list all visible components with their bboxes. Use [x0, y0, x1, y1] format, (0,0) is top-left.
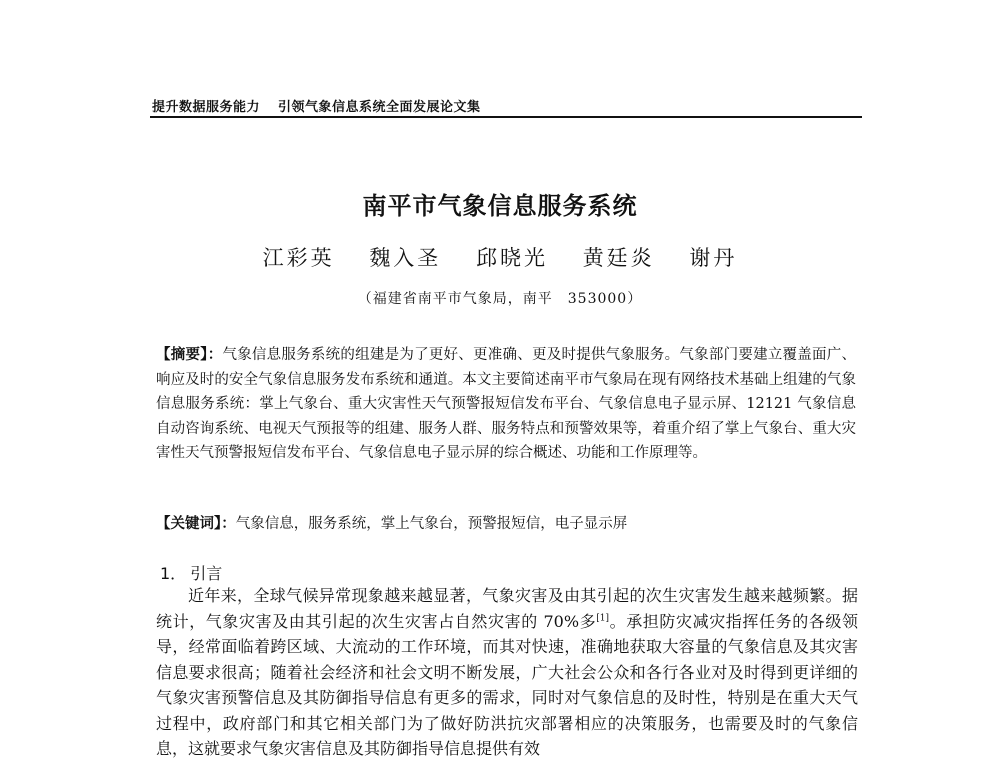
author-list	[0, 242, 1000, 272]
affiliation: （福建省南平市气象局，南平 353000）	[357, 291, 643, 307]
section-number: 1．	[160, 564, 187, 583]
abstract	[156, 343, 856, 466]
body-paragraph	[156, 583, 858, 762]
keywords-label: 【关键词】：	[156, 516, 236, 532]
section-title: 引言	[190, 564, 223, 583]
author-name: 黄廷炎	[582, 246, 655, 270]
body-text-part1: 近年来，全球气候异常现象越来越显著，气象灾害及由其引起的次生灾害发生越来越频繁。据统计，气象灾害及由其引起的次生灾害占自然灾害的 70%多	[156, 586, 858, 631]
running-header-left: 提升数据服务能力	[152, 100, 261, 115]
paper-title: 南平市气象信息服务系统	[362, 192, 638, 220]
author-name: 谢丹	[689, 246, 738, 270]
keywords	[156, 512, 856, 536]
author-name: 江彩英	[262, 246, 335, 270]
author-name: 魏入圣	[369, 246, 442, 270]
abstract-label: 【摘要】：	[156, 347, 223, 363]
author-name: 邱晓光	[476, 246, 548, 270]
section-heading	[160, 561, 222, 584]
citation-marker: [1]	[596, 613, 609, 624]
running-header	[152, 96, 860, 115]
body-text-part2: 。承担防灾减灾指挥任务的各级领导，经常面临着跨区域、大流动的工作环境，而其对快速，准确地获取大容量的气象信息及其灾害信息要求很高；随着社会经济和社会文明不断发展，广大社会公众和各行各业对及时得到更详细的气象灾害预警信息及其防御指导信息有更多的需求，同时对气象信息的及时性，特别是在重大天气过程中，政府部门和其它相关部门为了做好防洪抗灾部署相应的决策服务，也需要及时的气象信息，这就要求气象灾害信息及其防御指导信息提供有效	[156, 611, 858, 758]
running-header-right: 引领气象信息系统全面发展论文集	[278, 100, 481, 115]
header-divider	[150, 116, 862, 118]
abstract-text: 气象信息服务系统的组建是为了更好、更准确、更及时提供气象服务。气象部门要建立覆盖面广、响应及时的安全气象信息服务发布系统和通道。本文主要简述南平市气象局在现有网络技术基础上组建的气象信息服务系统：掌上气象台、重大灾害性天气预警报短信发布平台、气象信息电子显示屏、12121 气象信息自动咨询系统、电视天气预报等的组建、服务人群、服务特点和预警效果等，着重介绍了掌上气象台、重大灾害性天气预警报短信发布平台、气象信息电子显示屏的综合概述、功能和工作原理等。	[156, 347, 857, 461]
keywords-text: 气象信息，服务系统，掌上气象台，预警报短信，电子显示屏	[235, 516, 628, 532]
